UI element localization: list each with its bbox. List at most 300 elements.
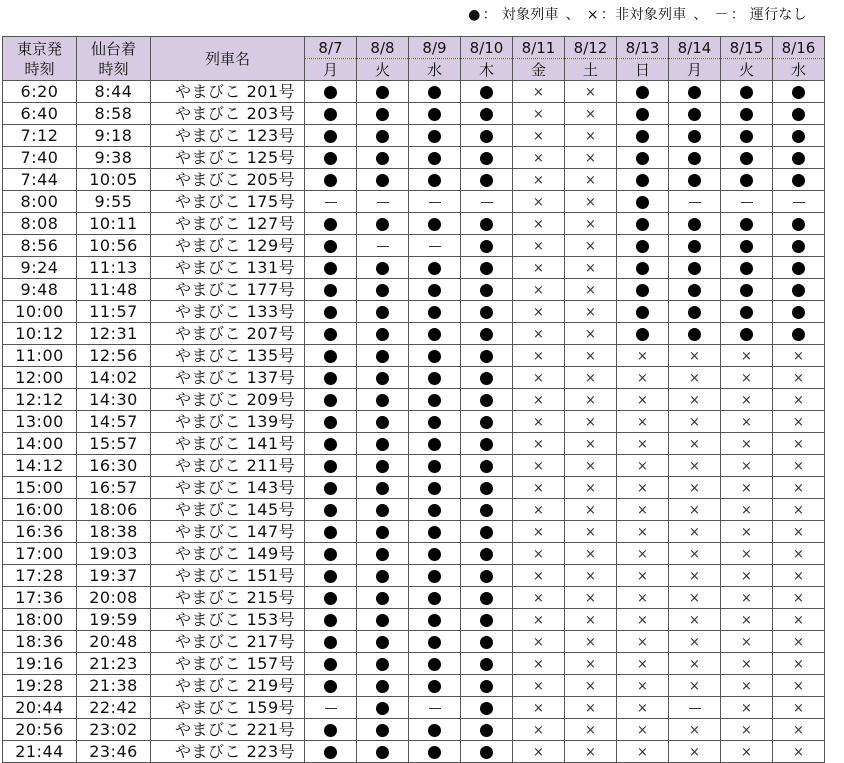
header-date: 8/7	[305, 37, 357, 59]
table-row	[3, 279, 825, 301]
non-target-cross-icon: ×	[637, 415, 648, 430]
header-departure	[3, 37, 77, 81]
non-target-cross-icon: ×	[585, 349, 596, 364]
status-cell	[669, 631, 721, 653]
status-cell	[305, 455, 357, 477]
non-target-cross-icon: ×	[585, 481, 596, 496]
status-cell	[721, 411, 773, 433]
non-target-cross-icon: ×	[741, 635, 752, 650]
header-arrival	[77, 37, 151, 81]
status-cell	[305, 631, 357, 653]
status-cell	[773, 169, 825, 191]
status-cell	[409, 169, 461, 191]
non-target-cross-icon: ×	[533, 679, 544, 694]
arrival-time: 8:44	[77, 81, 151, 103]
non-target-cross-icon: ×	[533, 371, 544, 386]
target-train-dot-icon	[376, 152, 389, 165]
non-target-cross-icon: ×	[533, 657, 544, 672]
non-target-cross-icon: ×	[637, 393, 648, 408]
status-cell	[305, 169, 357, 191]
target-train-dot-icon	[428, 152, 441, 165]
arrival-time: 11:13	[77, 257, 151, 279]
non-target-cross-icon: ×	[741, 481, 752, 496]
not-running-dash-icon	[325, 202, 337, 203]
departure-time: 13:00	[3, 411, 77, 433]
train-name: やまびこ 157号	[151, 653, 305, 675]
train-name: やまびこ 203号	[151, 103, 305, 125]
target-train-dot-icon	[428, 284, 441, 297]
status-cell	[357, 323, 409, 345]
status-cell	[305, 675, 357, 697]
status-cell	[669, 125, 721, 147]
train-name: やまびこ 129号	[151, 235, 305, 257]
status-cell	[565, 741, 617, 763]
target-train-dot-icon	[480, 306, 493, 319]
status-cell	[513, 125, 565, 147]
train-name: やまびこ 215号	[151, 587, 305, 609]
non-target-cross-icon: ×	[741, 723, 752, 738]
status-cell	[565, 389, 617, 411]
header-weekday: 日	[617, 59, 669, 81]
status-cell	[305, 543, 357, 565]
header-weekday: 月	[305, 59, 357, 81]
status-cell	[357, 125, 409, 147]
status-cell	[617, 543, 669, 565]
status-cell	[409, 103, 461, 125]
legend-dot-symbol: ●	[468, 7, 481, 23]
status-cell	[773, 301, 825, 323]
target-train-dot-icon	[688, 86, 701, 99]
target-train-dot-icon	[792, 240, 805, 253]
not-running-dash-icon	[429, 202, 441, 203]
non-target-cross-icon: ×	[793, 591, 804, 606]
non-target-cross-icon: ×	[793, 547, 804, 562]
status-cell	[305, 279, 357, 301]
target-train-dot-icon	[688, 284, 701, 297]
target-train-dot-icon	[324, 130, 337, 143]
status-cell	[357, 279, 409, 301]
status-cell	[461, 169, 513, 191]
target-train-dot-icon	[324, 570, 337, 583]
status-cell	[565, 257, 617, 279]
arrival-time: 12:56	[77, 345, 151, 367]
status-cell	[669, 543, 721, 565]
departure-time: 8:56	[3, 235, 77, 257]
target-train-dot-icon	[376, 328, 389, 341]
status-cell	[305, 345, 357, 367]
train-name: やまびこ 205号	[151, 169, 305, 191]
train-name: やまびこ 201号	[151, 81, 305, 103]
status-cell	[409, 433, 461, 455]
non-target-cross-icon: ×	[793, 635, 804, 650]
status-cell	[409, 719, 461, 741]
non-target-cross-icon: ×	[793, 723, 804, 738]
status-cell	[617, 389, 669, 411]
status-cell	[721, 301, 773, 323]
non-target-cross-icon: ×	[585, 195, 596, 210]
status-cell	[305, 609, 357, 631]
status-cell	[669, 103, 721, 125]
target-train-dot-icon	[480, 416, 493, 429]
non-target-cross-icon: ×	[741, 503, 752, 518]
non-target-cross-icon: ×	[637, 371, 648, 386]
non-target-cross-icon: ×	[741, 349, 752, 364]
target-train-dot-icon	[376, 460, 389, 473]
status-cell	[409, 521, 461, 543]
not-running-dash-icon	[481, 202, 493, 203]
arrival-time: 19:37	[77, 565, 151, 587]
target-train-dot-icon	[376, 416, 389, 429]
status-cell	[669, 477, 721, 499]
status-cell	[773, 191, 825, 213]
non-target-cross-icon: ×	[689, 525, 700, 540]
non-target-cross-icon: ×	[585, 85, 596, 100]
target-train-dot-icon	[428, 350, 441, 363]
arrival-time: 20:08	[77, 587, 151, 609]
target-train-dot-icon	[740, 328, 753, 341]
arrival-time: 15:57	[77, 433, 151, 455]
status-cell	[773, 499, 825, 521]
status-cell	[409, 455, 461, 477]
target-train-dot-icon	[428, 504, 441, 517]
non-target-cross-icon: ×	[689, 349, 700, 364]
non-target-cross-icon: ×	[793, 679, 804, 694]
status-cell	[513, 323, 565, 345]
non-target-cross-icon: ×	[637, 481, 648, 496]
status-cell	[617, 235, 669, 257]
status-cell	[461, 279, 513, 301]
status-cell	[669, 697, 721, 719]
status-cell	[357, 653, 409, 675]
status-cell	[305, 367, 357, 389]
table-row	[3, 653, 825, 675]
train-name: やまびこ 145号	[151, 499, 305, 521]
non-target-cross-icon: ×	[689, 591, 700, 606]
status-cell	[565, 103, 617, 125]
target-train-dot-icon	[636, 108, 649, 121]
status-cell	[773, 697, 825, 719]
target-train-dot-icon	[324, 614, 337, 627]
target-train-dot-icon	[428, 262, 441, 275]
status-cell	[565, 301, 617, 323]
non-target-cross-icon: ×	[585, 745, 596, 760]
target-train-dot-icon	[480, 636, 493, 649]
target-train-dot-icon	[636, 86, 649, 99]
status-cell	[669, 433, 721, 455]
target-train-dot-icon	[740, 306, 753, 319]
status-cell	[617, 521, 669, 543]
status-cell	[357, 389, 409, 411]
target-train-dot-icon	[480, 174, 493, 187]
target-train-dot-icon	[480, 152, 493, 165]
status-cell	[773, 235, 825, 257]
status-cell	[617, 345, 669, 367]
arrival-time: 16:57	[77, 477, 151, 499]
target-train-dot-icon	[792, 152, 805, 165]
non-target-cross-icon: ×	[741, 679, 752, 694]
non-target-cross-icon: ×	[637, 635, 648, 650]
target-train-dot-icon	[428, 416, 441, 429]
target-train-dot-icon	[324, 526, 337, 539]
status-cell	[357, 411, 409, 433]
header-weekday: 金	[513, 59, 565, 81]
status-cell	[617, 147, 669, 169]
status-cell	[721, 103, 773, 125]
status-cell	[669, 147, 721, 169]
status-cell	[617, 301, 669, 323]
target-train-dot-icon	[480, 482, 493, 495]
status-cell	[773, 675, 825, 697]
status-cell	[721, 675, 773, 697]
non-target-cross-icon: ×	[585, 657, 596, 672]
status-cell	[357, 719, 409, 741]
table-row	[3, 675, 825, 697]
status-cell	[721, 543, 773, 565]
status-cell	[409, 543, 461, 565]
target-train-dot-icon	[480, 372, 493, 385]
target-train-dot-icon	[324, 372, 337, 385]
non-target-cross-icon: ×	[585, 173, 596, 188]
status-cell	[773, 477, 825, 499]
status-cell	[617, 433, 669, 455]
non-target-cross-icon: ×	[585, 613, 596, 628]
non-target-cross-icon: ×	[533, 85, 544, 100]
status-cell	[721, 367, 773, 389]
status-cell	[409, 81, 461, 103]
status-cell	[565, 653, 617, 675]
status-cell	[721, 433, 773, 455]
train-name: やまびこ 127号	[151, 213, 305, 235]
train-name: やまびこ 143号	[151, 477, 305, 499]
status-cell	[409, 345, 461, 367]
status-cell	[721, 323, 773, 345]
status-cell	[565, 279, 617, 301]
table-row	[3, 389, 825, 411]
status-cell	[565, 213, 617, 235]
status-cell	[617, 257, 669, 279]
non-target-cross-icon: ×	[689, 481, 700, 496]
status-cell	[305, 103, 357, 125]
train-name: やまびこ 211号	[151, 455, 305, 477]
target-train-dot-icon	[376, 570, 389, 583]
status-cell	[669, 521, 721, 543]
legend-dash-text: ： 運行なし	[730, 7, 807, 23]
status-cell	[721, 477, 773, 499]
target-train-dot-icon	[636, 174, 649, 187]
status-cell	[617, 741, 669, 763]
status-cell	[565, 411, 617, 433]
non-target-cross-icon: ×	[533, 129, 544, 144]
status-cell	[721, 631, 773, 653]
status-cell	[721, 169, 773, 191]
status-cell	[513, 521, 565, 543]
status-cell	[565, 235, 617, 257]
target-train-dot-icon	[376, 218, 389, 231]
status-cell	[721, 147, 773, 169]
status-cell	[357, 301, 409, 323]
status-cell	[669, 389, 721, 411]
status-cell	[513, 257, 565, 279]
target-train-dot-icon	[740, 262, 753, 275]
status-cell	[305, 389, 357, 411]
non-target-cross-icon: ×	[793, 415, 804, 430]
status-cell	[513, 543, 565, 565]
target-train-dot-icon	[480, 460, 493, 473]
status-cell	[565, 81, 617, 103]
not-running-dash-icon	[325, 708, 337, 709]
arrival-time: 9:55	[77, 191, 151, 213]
target-train-dot-icon	[428, 482, 441, 495]
status-cell	[513, 433, 565, 455]
arrival-time: 14:02	[77, 367, 151, 389]
non-target-cross-icon: ×	[533, 305, 544, 320]
target-train-dot-icon	[480, 262, 493, 275]
status-cell	[773, 719, 825, 741]
status-cell	[461, 125, 513, 147]
target-train-dot-icon	[428, 570, 441, 583]
header-weekday: 火	[357, 59, 409, 81]
target-train-dot-icon	[428, 130, 441, 143]
target-train-dot-icon	[428, 724, 441, 737]
non-target-cross-icon: ×	[533, 723, 544, 738]
status-cell	[357, 191, 409, 213]
status-cell	[617, 103, 669, 125]
status-cell	[409, 323, 461, 345]
target-train-dot-icon	[480, 724, 493, 737]
status-cell	[773, 587, 825, 609]
target-train-dot-icon	[376, 394, 389, 407]
arrival-time: 9:18	[77, 125, 151, 147]
non-target-cross-icon: ×	[741, 393, 752, 408]
status-cell	[461, 257, 513, 279]
table-row	[3, 257, 825, 279]
timetable	[2, 36, 825, 763]
status-cell	[305, 213, 357, 235]
status-cell	[357, 169, 409, 191]
not-running-dash-icon	[741, 202, 753, 203]
status-cell	[565, 455, 617, 477]
status-cell	[773, 455, 825, 477]
non-target-cross-icon: ×	[741, 701, 752, 716]
not-running-dash-icon	[793, 202, 805, 203]
target-train-dot-icon	[324, 438, 337, 451]
target-train-dot-icon	[480, 394, 493, 407]
target-train-dot-icon	[324, 746, 337, 759]
target-train-dot-icon	[740, 108, 753, 121]
status-cell	[773, 147, 825, 169]
target-train-dot-icon	[324, 152, 337, 165]
arrival-time: 21:38	[77, 675, 151, 697]
train-name: やまびこ 153号	[151, 609, 305, 631]
status-cell	[409, 125, 461, 147]
status-cell	[565, 433, 617, 455]
status-cell	[461, 741, 513, 763]
non-target-cross-icon: ×	[741, 525, 752, 540]
target-train-dot-icon	[324, 350, 337, 363]
arrival-time: 10:11	[77, 213, 151, 235]
table-row	[3, 631, 825, 653]
status-cell	[409, 191, 461, 213]
arrival-time: 10:56	[77, 235, 151, 257]
status-cell	[357, 213, 409, 235]
non-target-cross-icon: ×	[637, 679, 648, 694]
status-cell	[305, 719, 357, 741]
status-cell	[617, 81, 669, 103]
non-target-cross-icon: ×	[741, 657, 752, 672]
non-target-cross-icon: ×	[637, 723, 648, 738]
target-train-dot-icon	[792, 328, 805, 341]
table-row	[3, 719, 825, 741]
status-cell	[513, 741, 565, 763]
status-cell	[669, 323, 721, 345]
status-cell	[461, 323, 513, 345]
status-cell	[617, 499, 669, 521]
target-train-dot-icon	[480, 504, 493, 517]
status-cell	[565, 697, 617, 719]
non-target-cross-icon: ×	[689, 503, 700, 518]
status-cell	[669, 169, 721, 191]
status-cell	[617, 477, 669, 499]
target-train-dot-icon	[688, 262, 701, 275]
non-target-cross-icon: ×	[585, 525, 596, 540]
target-train-dot-icon	[324, 108, 337, 121]
target-train-dot-icon	[480, 284, 493, 297]
non-target-cross-icon: ×	[793, 393, 804, 408]
status-cell	[721, 125, 773, 147]
status-cell	[513, 499, 565, 521]
arrival-time: 12:31	[77, 323, 151, 345]
target-train-dot-icon	[480, 218, 493, 231]
status-cell	[409, 499, 461, 521]
train-name: やまびこ 141号	[151, 433, 305, 455]
status-cell	[669, 367, 721, 389]
departure-time: 17:28	[3, 565, 77, 587]
non-target-cross-icon: ×	[533, 745, 544, 760]
train-name: やまびこ 135号	[151, 345, 305, 367]
non-target-cross-icon: ×	[793, 349, 804, 364]
target-train-dot-icon	[480, 548, 493, 561]
status-cell	[773, 103, 825, 125]
target-train-dot-icon	[480, 658, 493, 671]
non-target-cross-icon: ×	[585, 151, 596, 166]
non-target-cross-icon: ×	[741, 415, 752, 430]
status-cell	[565, 477, 617, 499]
non-target-cross-icon: ×	[585, 569, 596, 584]
status-cell	[721, 235, 773, 257]
target-train-dot-icon	[480, 350, 493, 363]
target-train-dot-icon	[480, 614, 493, 627]
status-cell	[461, 653, 513, 675]
target-train-dot-icon	[324, 262, 337, 275]
status-cell	[513, 169, 565, 191]
non-target-cross-icon: ×	[585, 415, 596, 430]
header-weekday: 月	[669, 59, 721, 81]
non-target-cross-icon: ×	[585, 591, 596, 606]
header-date: 8/13	[617, 37, 669, 59]
status-cell	[721, 499, 773, 521]
train-name: やまびこ 139号	[151, 411, 305, 433]
target-train-dot-icon	[480, 526, 493, 539]
non-target-cross-icon: ×	[585, 393, 596, 408]
departure-time: 19:16	[3, 653, 77, 675]
status-cell	[409, 257, 461, 279]
non-target-cross-icon: ×	[689, 437, 700, 452]
header-arrival-line1: 仙台着	[90, 39, 136, 58]
status-cell	[565, 631, 617, 653]
status-cell	[721, 565, 773, 587]
timetable-header	[3, 37, 825, 81]
non-target-cross-icon: ×	[585, 217, 596, 232]
